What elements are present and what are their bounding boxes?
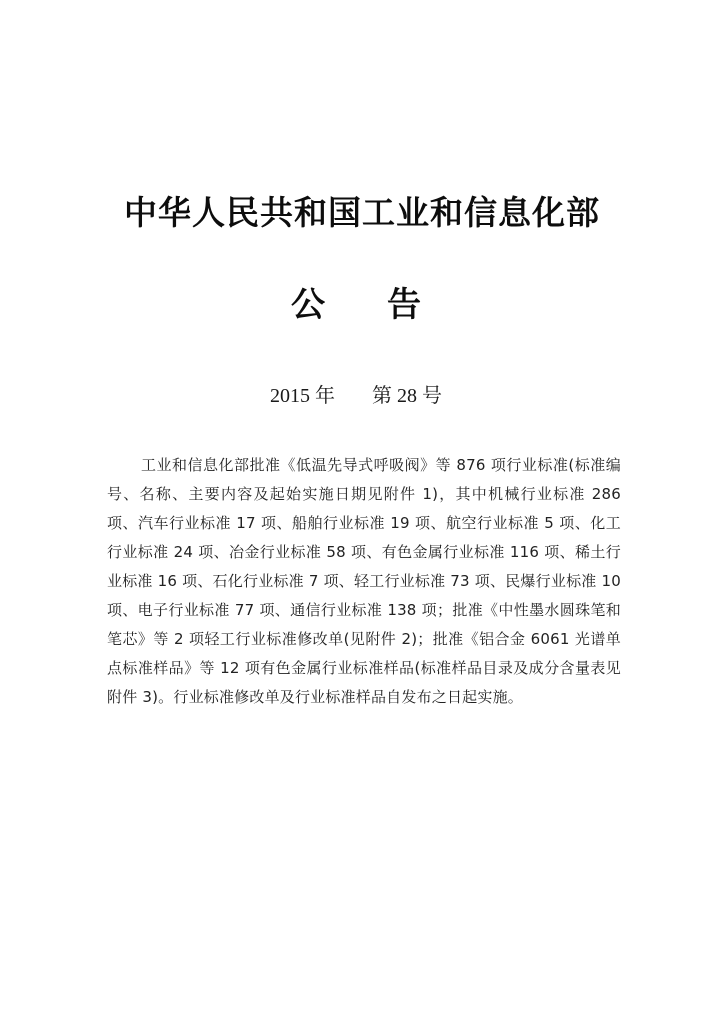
notice-title	[0, 280, 724, 330]
issue-line	[0, 381, 724, 411]
ministry-name-heading: 中华人民共和国工业和信息化部	[124, 193, 600, 232]
notice-title-char-2: 告	[387, 285, 421, 325]
issue-year: 2015 年	[270, 385, 335, 407]
notice-title-char-1: 公	[291, 285, 325, 325]
notice-body-paragraph: 工业和信息化部批准《低温先导式呼吸阀》等 876 项行业标准(标准编号、名称、主要内容及起始实施日期见附件 1)，其中机械行业标准 286 项、汽车行业标准 17 项、船舶行业标准 19 项、航空行业标准 5 项、化工行业标准 24 项、冶金行业标准 58 项、有色金属行业标准 116 项、稀土行业标准 16 项、石化行业标准 7 项、轻工行业标准 73 项、民爆行业标准 10 项、电子行业标准 77 项、通信行业标准 138 项；批准《中性墨水圆珠笔和笔芯》等 2 项轻工行业标准修改单(见附件 2)；批准《铝合金 6061 光谱单点标准样品》等 12 项有色金属行业标准样品(标准样品目录及成分含量表见附件 3)。行业标准修改单及行业标准样品自发布之日起实施。	[107, 456, 621, 706]
issue-number: 第 28 号	[372, 385, 442, 407]
